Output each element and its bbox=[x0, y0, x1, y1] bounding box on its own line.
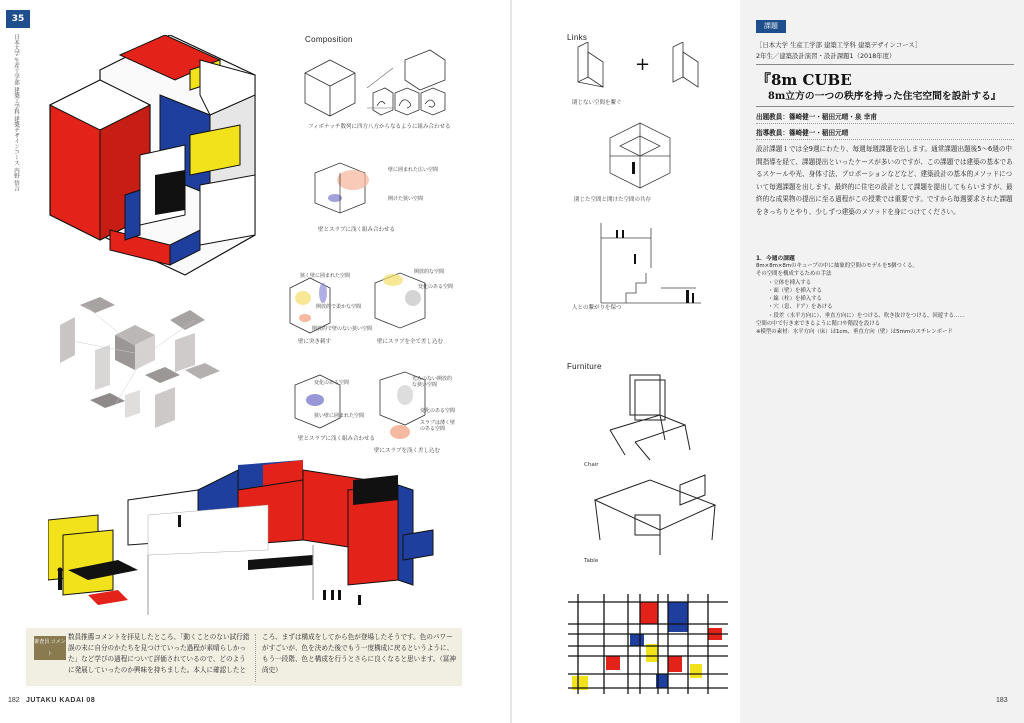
caption-wide-space: 壁に囲まれた広い空間 bbox=[388, 167, 439, 173]
caption-open-narrow: 開放的で壁のない狭い空間 bbox=[312, 326, 373, 332]
plus-sign: + bbox=[635, 54, 651, 75]
left-page bbox=[0, 0, 510, 723]
assignment-subtitle: 8m立方の一つの秩序を持った住宅空間を設計する』 bbox=[768, 91, 1001, 102]
cube-axonometric-drawing bbox=[40, 35, 290, 295]
task-line: ・立体を挿入する bbox=[768, 279, 812, 286]
caption-open-space: 開けた狭い空間 bbox=[388, 196, 424, 202]
chair-label: Chair bbox=[584, 462, 599, 468]
divider-1 bbox=[756, 64, 1014, 65]
comment-text-col1: 数員推薦コメントを拝見したところ、「動くことのない試行錯誤の末に自分のかたちを見つけていった過程が素晴らしかった」など学びの過程について評価されているので、どのように発展していったのか興味を持ちました。本人に確認したと bbox=[68, 633, 250, 674]
folio-title: JUTAKU KADAI 08 bbox=[26, 697, 96, 704]
caption-open-fine: 開放的で柔かな空間 bbox=[316, 304, 362, 310]
assignment-year: 2年生／建築設計演習・設計課題1（2018年度） bbox=[756, 52, 896, 60]
caption-colored-space: 変化のある空間 bbox=[418, 284, 454, 290]
comment-badge: 審査員 コメント bbox=[34, 636, 66, 660]
task-line: ・線（柱）を挿入する bbox=[768, 296, 822, 303]
task-title: 1．今週の課題 bbox=[756, 256, 795, 262]
caption-colored-2: 変化のある空間 bbox=[314, 380, 350, 386]
interior-perspective-drawing bbox=[48, 460, 463, 625]
divider-3 bbox=[756, 123, 1014, 124]
task-line: ・段差（水平方向に）、垂直方向に）をつける、吹き抜けをつける、回遊する…… bbox=[768, 312, 965, 319]
caption-coexist: 閉じた空間と開けた空間の共存 bbox=[574, 197, 652, 203]
reviewer-comment-box bbox=[26, 628, 462, 686]
caption-open-space-2: 開放的な空間 bbox=[414, 269, 445, 275]
table-drawing bbox=[590, 470, 720, 560]
furniture-title: Furniture bbox=[567, 362, 602, 371]
folio-number-left: 182 bbox=[8, 697, 20, 704]
assignment-badge: 課題 bbox=[756, 20, 786, 33]
fibonacci-cubes-drawing bbox=[295, 48, 460, 118]
assignment-title: 『8m CUBE bbox=[756, 71, 852, 89]
caption-slab-all: 壁にスラブを全て差し込む bbox=[377, 339, 444, 345]
links-title: Links bbox=[567, 33, 588, 42]
table-label: Table bbox=[584, 558, 599, 564]
comment-text-col2: ころ、まずは構成をしてから色が登場したそうです。色のパワーがすごいが、色を決めた後でもう一度構成に戻るというように、もう一段階、色と構成を行うとさらに良くなると思います。（冨神尚史） bbox=[262, 633, 456, 674]
mondrian-grid-drawing bbox=[568, 594, 728, 694]
assignment-panel bbox=[740, 0, 1024, 723]
caption-human: 人との繋がりを保つ bbox=[572, 305, 622, 311]
assignment-school: ［日本大学 生産工学部 建築工学科 建築デザインコース］ bbox=[756, 41, 922, 49]
vertical-school-label: 日本大学 生産工学部 建築工学科 建築デザインコース 内野 悟言 bbox=[13, 34, 19, 192]
comment-divider bbox=[255, 634, 256, 682]
task-line: 空間の中で行き来できるように階口や階段を設ける bbox=[756, 321, 880, 328]
task-line: ・面（壁）を挿入する bbox=[768, 287, 822, 294]
divider-4 bbox=[756, 139, 1014, 140]
task-line: ・穴（窓、ドア）をあける bbox=[768, 304, 833, 311]
assignment-setter: 出題教員：篠崎健一・稲田元晴・泉 幸甫 bbox=[756, 113, 877, 121]
folio-number-right: 183 bbox=[996, 697, 1008, 704]
task-list bbox=[756, 262, 1021, 337]
composition-title: Composition bbox=[305, 35, 353, 44]
divider-2 bbox=[756, 106, 1014, 107]
assignment-instructor: 指導教員：篠崎健一・稲田元晴 bbox=[756, 129, 849, 137]
caption-combine-1: 壁とスラブに浅く組み合わせる bbox=[318, 227, 396, 233]
assignment-body: 設計課題１では全9週にわたり、毎週毎週課題を出します。通常課題出題後5～6週の中間指導を経て、課題提出といったケースが多いのですが、この課題では建築の基本であるスケールや光、身体寸法、プロポーションなどなど、建築設計の基本的メソッドについて毎週課題を出します。最終的に住宅の設計として課題を提出してもらいますが、最終的な成果物の提出に至る過程がこの授業では重要です。ですから毎週要求された課題をきっちりとやり、少しずつ建築のメソッドを身につけてください。 bbox=[756, 145, 1013, 216]
chair-drawing bbox=[600, 370, 710, 465]
caption-colored-3: 変化のある空間 bbox=[420, 408, 456, 414]
caption-narrow-wall: 狭く壁に囲まれた空間 bbox=[300, 273, 351, 279]
wall-slab-model-1 bbox=[305, 158, 375, 218]
caption-fibonacci: フィボナッチ数列に四方八方からなるように組み合わせる bbox=[308, 124, 451, 130]
task-line: ※模型の素材：水平方向（床）は1cm、垂直方向（壁）は5mmのスチレンボード bbox=[756, 329, 953, 336]
caption-slab-shallow: 壁にスラブを浅く差し込む bbox=[374, 448, 441, 454]
task-line: 8m×8m×8mのキューブの中に抽象的空間のモデルを5個つくる。 bbox=[756, 263, 918, 269]
caption-pierce: 壁に突き刺す bbox=[298, 339, 332, 345]
caption-narrow-wall-2: 狭い壁に囲まれた空間 bbox=[314, 413, 365, 419]
caption-slab-narrow: スラブは薄く壁のある空間 bbox=[420, 420, 456, 432]
right-page bbox=[512, 0, 1024, 723]
links-model-drawing bbox=[600, 118, 680, 198]
stairs-section-drawing bbox=[596, 208, 706, 308]
caption-closed-space: 閉じない空間を繋ぐ bbox=[572, 100, 622, 106]
caption-combine-2: 壁とスラブに浅く組み合わせる bbox=[298, 436, 376, 442]
exploded-pieces-drawing bbox=[55, 295, 230, 430]
caption-light: 光みのない開放的な狭い空間 bbox=[412, 376, 453, 388]
page-number-badge: 35 bbox=[6, 10, 30, 28]
task-line: その空間を構成するための手法 bbox=[756, 271, 832, 278]
